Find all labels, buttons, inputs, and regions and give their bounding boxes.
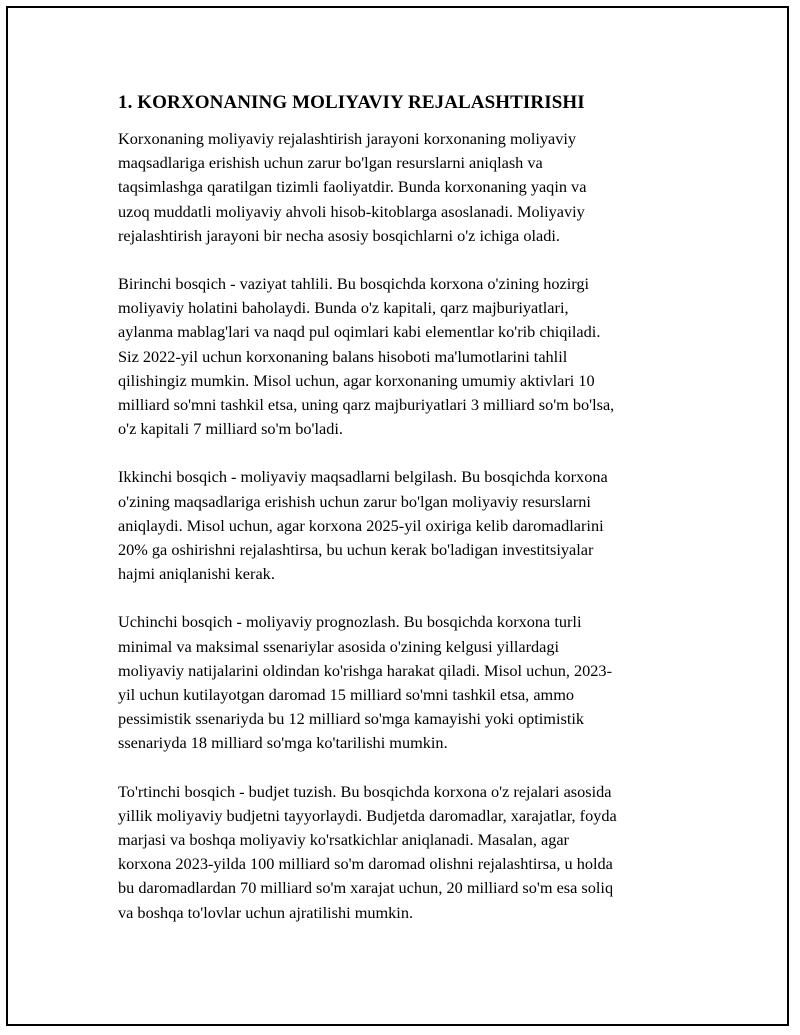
paragraph-line: bu daromadlardan 70 milliard so'm xarajat uchun, 20 milliard so'm esa soliq — [118, 878, 614, 898]
paragraph-line: To'rtinchi bosqich - budjet tuzish. Bu bosqichda korxona o'z rejalari asosida — [118, 781, 612, 801]
paragraph-stage-3 — [118, 610, 690, 755]
paragraph-line: Korxonaning moliyaviy rejalashtirish jarayoni korxonaning moliyaviy — [118, 129, 577, 148]
paragraph-line: maqsadlariga erishish uchun zarur bo'lgan resurslarni aniqlash va — [118, 153, 543, 173]
paragraph-line: korxona 2023-yilda 100 milliard so'm daromad olishni rejalashtirsa, u holda — [118, 854, 613, 874]
paragraph-line: hajmi aniqlanishi kerak. — [118, 564, 275, 584]
paragraph-intro — [118, 127, 690, 248]
paragraph-line: o'zining maqsadlariga erishish uchun zarur bo'lgan moliyaviy resurslarni — [118, 491, 591, 511]
paragraph-line: moliyaviy natijalarini oldindan ko'rishga harakat qiladi. Misol uchun, 2023- — [118, 660, 612, 680]
paragraph-line: yil uchun kutilayotgan daromad 15 milliard so'mni tashkil etsa, ammo — [118, 685, 575, 705]
paragraph-line: minimal va maksimal ssenariylar asosida o'zining kelgusi yillardagi — [118, 636, 560, 656]
paragraph-line: aniqlaydi. Misol uchun, agar korxona 2025-yil oxiriga kelib daromadlarini — [118, 515, 604, 535]
paragraph-line: qilishingiz mumkin. Misol uchun, agar korxonaning umumiy aktivlari 10 — [118, 370, 595, 390]
paragraph-line: Siz 2022-yil uchun korxonaning balans hisoboti ma'lumotlarini tahlil — [118, 346, 568, 366]
paragraph-stage-2 — [118, 465, 690, 586]
paragraph-line: milliard so'mni tashkil etsa, uning qarz majburiyatlari 3 milliard so'm bo'lsa, — [118, 395, 615, 415]
paragraph-line: Ikkinchi bosqich - moliyaviy maqsadlarni belgilash. Bu bosqichda korxona — [118, 467, 608, 487]
paragraph-line: Uchinchi bosqich - moliyaviy prognozlash. Bu bosqichda korxona turli — [118, 612, 582, 632]
paragraph-line: taqsimlashga qaratilgan tizimli faoliyatdir. Bunda korxonaning yaqin va — [118, 177, 587, 197]
paragraph-stage-1 — [118, 272, 690, 441]
paragraph-line: va boshqa to'lovlar uchun ajratilishi mumkin. — [118, 902, 414, 922]
paragraph-line: aylanma mablag'lari va naqd pul oqimlari kabi elementlar ko'rib chiqiladi. — [118, 322, 601, 342]
paragraph-line: Birinchi bosqich - vaziyat tahlili. Bu bosqichda korxona o'zining hozirgi — [118, 274, 590, 294]
paragraph-line: moliyaviy holatini baholaydi. Bunda o'z kapitali, qarz majburiyatlari, — [118, 298, 569, 318]
paragraph-line: ssenariyda 18 milliard so'mga ko'tarilishi mumkin. — [118, 733, 448, 753]
document-body — [118, 92, 690, 949]
paragraph-line: uzoq muddatli moliyaviy ahvoli hisob-kitoblarga asoslanadi. Moliyaviy — [118, 201, 585, 221]
paragraph-line: marjasi va boshqa moliyaviy ko'rsatkichlar aniqlanadi. Masalan, agar — [118, 830, 569, 850]
document-title: 1. KORXONANING MOLIYAVIY REJALASHTIRISHI — [118, 92, 585, 113]
paragraph-line: 20% ga oshirishni rejalashtirsa, bu uchun kerak bo'ladigan investitsiyalar — [118, 540, 594, 560]
paragraph-line: rejalashtirish jarayoni bir necha asosiy bosqichlarni o'z ichiga oladi. — [118, 225, 560, 245]
paragraph-line: yillik moliyaviy budjetni tayyorlaydi. Budjetda daromadlar, xarajatlar, foyda — [118, 805, 617, 825]
paragraph-stage-4 — [118, 780, 690, 925]
paragraph-line: o'z kapitali 7 milliard so'm bo'ladi. — [118, 419, 343, 439]
paragraph-line: pessimistik ssenariyda bu 12 milliard so'mga kamayishi yoki optimistik — [118, 709, 585, 729]
